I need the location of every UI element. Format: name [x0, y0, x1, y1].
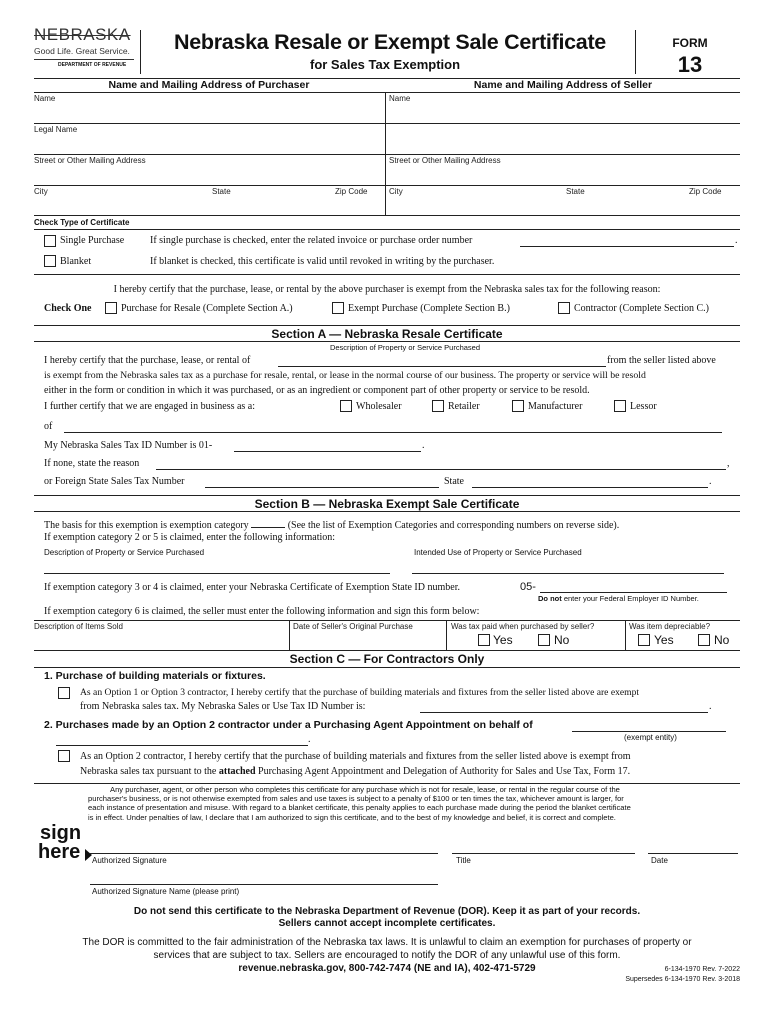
- blanket-label: Blanket: [60, 256, 92, 267]
- manufacturer-checkbox[interactable]: [512, 400, 524, 412]
- retailer-label: Retailer: [448, 401, 480, 412]
- tax-id-field[interactable]: [234, 451, 421, 452]
- col-tax-paid: Was tax paid when purchased by seller?: [451, 622, 595, 631]
- seller-heading: Name and Mailing Address of Seller: [473, 79, 653, 91]
- section-b-heading: Section B — Nebraska Exempt Sale Certificate: [254, 497, 520, 511]
- items-sold-field[interactable]: [36, 633, 284, 648]
- cat25-text: If exemption category 2 or 5 is claimed, enter the following information:: [44, 532, 336, 543]
- cat34-text: If exemption category 3 or 4 is claimed, enter your Nebraska Certificate of Exemption State ID number.: [44, 582, 460, 593]
- section-a-line4: I further certify that we are engaged in business as a:: [44, 401, 256, 412]
- contractor-label: Contractor (Complete Section C.): [574, 303, 709, 314]
- section-a-heading: Section A — Nebraska Resale Certificate: [271, 327, 503, 341]
- tax-paid-no-label: No: [554, 633, 570, 647]
- business-of-field[interactable]: [64, 432, 722, 433]
- invoice-number-field[interactable]: [520, 246, 734, 247]
- authorized-signature-field[interactable]: [90, 853, 438, 854]
- dor-statement-1: The DOR is committed to the fair administration of the Nebraska tax laws. It is unlawful to claim an exemption for purchases of property or: [82, 937, 692, 948]
- logo-tagline: Good Life. Great Service.: [34, 46, 130, 56]
- penalty-line-4: is in effect. Under penalties of law, I declare that I am authorized to sign this certificate, and to the best of my knowledge and belief, it is correct and complete.: [88, 812, 616, 822]
- foreign-tax-field[interactable]: [205, 487, 439, 488]
- logo-department: DEPARTMENT OF REVENUE: [58, 62, 127, 68]
- penalty-line-1: Any purchaser, agent, or other person who completes this certificate for any purchase which is not for resale, lease, or rental in the regular course of the: [110, 785, 620, 794]
- exempt-purchase-checkbox[interactable]: [332, 302, 344, 314]
- purchase-for-resale-label: Purchase for Resale (Complete Section A.): [121, 303, 293, 314]
- sign-label: sign: [40, 822, 82, 844]
- seller-name-field[interactable]: [390, 106, 735, 122]
- date-field[interactable]: [648, 853, 738, 854]
- item1-text1: As an Option 1 or Option 3 contractor, I hereby certify that the purchase of building materials and fixtures from the seller listed above are exempt: [80, 687, 640, 698]
- penalty-line-2: purchaser's business, or is not otherwise exempted from sales and use taxes is subject to a penalty of $100 or ten times the tax, whichever amount is larger, for: [88, 794, 624, 804]
- foreign-state-field[interactable]: [472, 487, 708, 488]
- authorized-name-field[interactable]: [90, 884, 438, 885]
- item2-text2: Nebraska sales tax pursuant to the attached Purchasing Agent Appointment and Delegation of Authority for Sales and Use Tax, Form 17.: [80, 766, 631, 777]
- col-items-sold: Description of Items Sold: [34, 622, 123, 631]
- retailer-checkbox[interactable]: [432, 400, 444, 412]
- lessor-checkbox[interactable]: [614, 400, 626, 412]
- tax-paid-yes-label: Yes: [493, 633, 513, 647]
- tax-paid-yes-checkbox[interactable]: [478, 634, 490, 646]
- authorized-name-label: Authorized Signature Name (please print): [92, 887, 240, 896]
- purchaser-city-field[interactable]: [36, 199, 381, 214]
- section-b-desc-label: Description of Property or Service Purchased: [44, 548, 205, 557]
- if-none-label: If none, state the reason: [44, 458, 140, 469]
- tax-paid-no-checkbox[interactable]: [538, 634, 550, 646]
- depreciable-yes-label: Yes: [654, 633, 674, 647]
- depreciable-no-checkbox[interactable]: [698, 634, 710, 646]
- contractor-checkbox[interactable]: [558, 302, 570, 314]
- check-one-label: Check One: [44, 303, 92, 314]
- authorized-signature-label: Authorized Signature: [92, 856, 167, 865]
- seller-name-label: Name: [389, 94, 411, 103]
- section-a-line1-post: from the seller listed above: [607, 355, 716, 366]
- seller-street-field[interactable]: [390, 168, 735, 184]
- revision-number: 6-134-1970 Rev. 7-2022: [664, 966, 740, 973]
- purchaser-state-label: State: [212, 187, 231, 196]
- supersedes-note: Supersedes 6-134-1970 Rev. 3-2018: [625, 976, 740, 983]
- cat25-intended-use-field[interactable]: [412, 573, 724, 574]
- seller-zip-label: Zip Code: [689, 187, 722, 196]
- single-purchase-text: If single purchase is checked, enter the related invoice or purchase order number: [150, 235, 473, 246]
- purchaser-zip-label: Zip Code: [335, 187, 368, 196]
- foreign-state-label: State: [444, 476, 464, 487]
- logo-state-name: NEBRASKA: [34, 25, 131, 44]
- purchaser-street-label: Street or Other Mailing Address: [34, 156, 146, 165]
- option1-3-contractor-checkbox[interactable]: [58, 687, 70, 699]
- cat25-description-field[interactable]: [44, 573, 390, 574]
- section-a-line2: is exempt from the Nebraska sales tax as a purchase for resale, rental, or lease in the normal course of our business. The property or service will be resold: [44, 370, 646, 381]
- wholesaler-label: Wholesaler: [356, 401, 402, 412]
- title-label: Title: [456, 856, 471, 865]
- section-c-item1: 1. Purchase of building materials or fixtures.: [44, 670, 266, 682]
- basis-pre: The basis for this exemption is exemption category: [44, 520, 249, 531]
- section-b-intended-label: Intended Use of Property or Service Purchased: [414, 548, 582, 557]
- exempt-entity-label: (exempt entity): [624, 733, 677, 742]
- form-subtitle: for Sales Tax Exemption: [309, 57, 461, 72]
- sign-arrow-icon: [85, 849, 92, 861]
- cat6-text: If exemption category 6 is claimed, the seller must enter the following information and sign this form below:: [44, 606, 480, 617]
- penalty-statement: [88, 785, 738, 822]
- cat34-id-field[interactable]: [540, 592, 727, 593]
- lessor-label: Lessor: [630, 401, 657, 412]
- exemption-basis-text: [44, 516, 619, 531]
- foreign-tax-label: or Foreign State Sales Tax Number: [44, 476, 185, 487]
- basis-post: (See the list of Exemption Categories and corresponding numbers on reverse side).: [287, 520, 620, 531]
- section-c-heading: Section C — For Contractors Only: [289, 652, 485, 666]
- item2-text1: As an Option 2 contractor, I hereby certify that the purchase of building materials and fixtures from the seller listed above is exempt from: [80, 751, 631, 762]
- section-a-desc-label: Description of Property or Service Purchased: [329, 343, 481, 352]
- seller-state-label: State: [566, 187, 585, 196]
- notice-line-1: Do not send this certificate to the Nebraska Department of Revenue (DOR). Keep it as part of your records.: [133, 906, 641, 917]
- blanket-checkbox[interactable]: [44, 255, 56, 267]
- dor-statement-2: services that are subject to tax. Sellers are encouraged to notify the DOR of any unlawful use of this form.: [153, 950, 621, 961]
- seller-street-label: Street or Other Mailing Address: [389, 156, 501, 165]
- original-purchase-date-field[interactable]: [293, 633, 441, 648]
- certify-text: I hereby certify that the purchase, lease, or rental by the above purchaser is exempt from the Nebraska sales tax for the following reason:: [113, 284, 661, 295]
- purchaser-street-field[interactable]: [36, 168, 381, 184]
- date-label: Date: [651, 856, 668, 865]
- seller-extra-field[interactable]: [390, 137, 735, 153]
- exempt-entity-field[interactable]: [572, 731, 726, 732]
- depreciable-yes-checkbox[interactable]: [638, 634, 650, 646]
- here-label: here: [38, 841, 81, 863]
- blanket-text: If blanket is checked, this certificate is valid until revoked in writing by the purchaser.: [150, 256, 495, 267]
- form-title: Nebraska Resale or Exempt Sale Certificate: [174, 30, 606, 54]
- contact-info: revenue.nebraska.gov, 800-742-7474 (NE and IA), 402-471-5729: [238, 963, 536, 974]
- cat34-prefix: 05-: [520, 581, 536, 593]
- item1-text2: from Nebraska sales tax. My Nebraska Sales or Use Tax ID Number is:: [80, 701, 366, 712]
- single-purchase-label: Single Purchase: [60, 235, 125, 246]
- exempt-purchase-label: Exempt Purchase (Complete Section B.): [348, 303, 510, 314]
- seller-city-field[interactable]: [390, 199, 735, 214]
- notice-line-2: Sellers cannot accept incomplete certificates.: [278, 918, 496, 929]
- contractor-tax-id-field[interactable]: [420, 712, 708, 713]
- form-number: 13: [677, 52, 703, 77]
- cert-type-heading: Check Type of Certificate: [34, 218, 130, 227]
- purchaser-name-label: Name: [34, 94, 56, 103]
- seller-city-label: City: [389, 187, 403, 196]
- purchaser-legal-name-label: Legal Name: [34, 125, 78, 134]
- depreciable-no-label: No: [714, 633, 730, 647]
- purchaser-heading: Name and Mailing Address of Purchaser: [108, 79, 310, 91]
- penalty-line-3: each instance of presentation and misuse. With regard to a blanket certificate, this penalty applies to each purchase made during the period the blanket certificate: [88, 803, 631, 813]
- single-purchase-checkbox[interactable]: [44, 235, 56, 247]
- tax-id-label: My Nebraska Sales Tax ID Number is 01-: [44, 440, 213, 451]
- of-label: of: [44, 421, 53, 432]
- section-a-description-field[interactable]: [278, 366, 606, 367]
- wholesaler-checkbox[interactable]: [340, 400, 352, 412]
- purchaser-city-label: City: [34, 187, 48, 196]
- fein-note: Do not enter your Federal Employer ID Number.: [538, 594, 699, 603]
- col-original-purchase-date: Date of Seller's Original Purchase: [293, 622, 413, 631]
- col-depreciable: Was item depreciable?: [629, 622, 711, 631]
- section-a-line3: either in the form or condition in which it was purchased, or as an ingredient or component part of other property or service to be resold.: [44, 385, 590, 396]
- exempt-entity-field-2[interactable]: [56, 745, 308, 746]
- form-label: FORM: [672, 36, 708, 50]
- section-a-line1: I hereby certify that the purchase, lease, or rental of: [44, 355, 251, 366]
- nebraska-logo: [34, 26, 134, 76]
- title-field[interactable]: [452, 853, 635, 854]
- purchase-for-resale-checkbox[interactable]: [105, 302, 117, 314]
- purchaser-name-field[interactable]: [36, 106, 381, 122]
- option2-contractor-checkbox[interactable]: [58, 750, 70, 762]
- reason-field[interactable]: [156, 469, 726, 470]
- exemption-category-field[interactable]: [251, 516, 285, 528]
- purchaser-legal-name-field[interactable]: [36, 137, 381, 153]
- section-c-item2: 2. Purchases made by an Option 2 contractor under a Purchasing Agent Appointment on behalf of: [44, 719, 533, 731]
- manufacturer-label: Manufacturer: [528, 401, 583, 412]
